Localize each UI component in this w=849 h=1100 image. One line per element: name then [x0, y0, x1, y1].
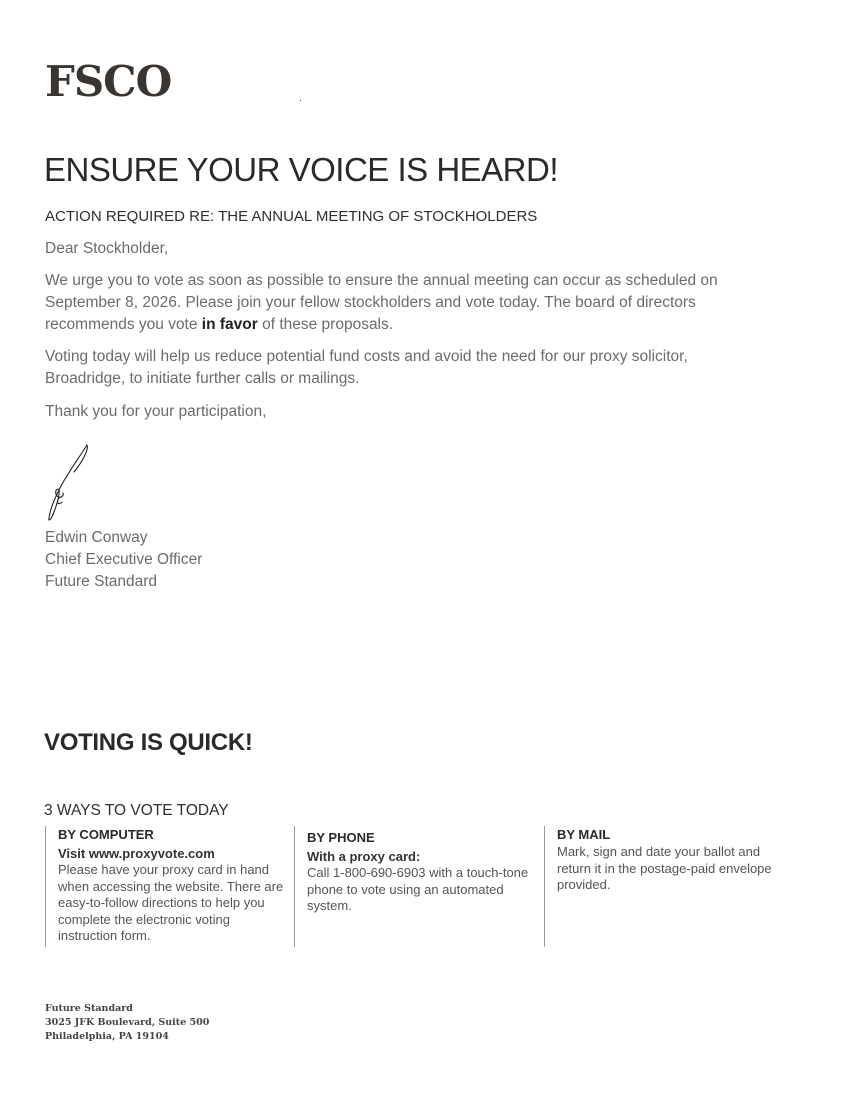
vote-method-phone	[294, 826, 534, 947]
voting-section-title: VOTING IS QUICK!	[44, 729, 253, 756]
signer-organization: Future Standard	[45, 573, 158, 590]
method-heading: BY PHONE	[307, 830, 375, 845]
method-heading: BY COMPUTER	[58, 827, 154, 842]
in-favor-emphasis: in favor	[201, 316, 258, 333]
paragraph-1-text-start: We urge you to vote as soon as possible to ensure the annual meeting can occur as scheduled on September 8, 2026. Please join your fellow stockholders and vote today. The board of directors recommends you vote	[45, 272, 718, 333]
ways-to-vote-heading: 3 WAYS TO VOTE TODAY	[44, 802, 229, 819]
signer-name: Edwin Conway	[45, 529, 148, 546]
method-description: Call 1-800-690-6903 with a touch-tone phone to vote using an automated system.	[307, 865, 529, 913]
method-description: Please have your proxy card in hand when accessing the website. There are easy-to-follow directions to help you complete the electronic voting instruction form.	[58, 862, 284, 943]
letter-paragraph-1	[45, 270, 765, 336]
action-required-subheading: ACTION REQUIRED RE: THE ANNUAL MEETING OF STOCKHOLDERS	[45, 208, 538, 225]
handwritten-signature	[44, 440, 94, 525]
vote-method-computer	[45, 826, 285, 947]
footer-address	[45, 1002, 209, 1044]
company-logo: FSCO	[45, 57, 172, 106]
stray-dot	[300, 100, 301, 101]
vote-method-mail	[544, 826, 784, 947]
footer-company: Future Standard	[45, 1003, 133, 1014]
footer-city: Philadelphia, PA 19104	[45, 1031, 169, 1042]
method-subheading: With a proxy card:	[307, 849, 421, 864]
signer-block	[45, 527, 202, 593]
proxyvote-website-link[interactable]: Visit www.proxyvote.com	[58, 846, 215, 861]
closing-line: Thank you for your participation,	[45, 403, 267, 420]
method-heading: BY MAIL	[557, 827, 611, 842]
page-headline: ENSURE YOUR VOICE IS HEARD!	[44, 151, 559, 188]
salutation: Dear Stockholder,	[45, 240, 169, 257]
paragraph-1-text-end: of these proposals.	[257, 316, 394, 333]
method-description: Mark, sign and date your ballot and return it in the postage-paid envelope provided.	[557, 844, 772, 892]
signer-title: Chief Executive Officer	[45, 551, 203, 568]
footer-street: 3025 JFK Boulevard, Suite 500	[45, 1017, 210, 1028]
letter-paragraph-2: Voting today will help us reduce potential fund costs and avoid the need for our proxy solicitor, Broadridge, to initiate further calls or mailings.	[45, 348, 688, 387]
